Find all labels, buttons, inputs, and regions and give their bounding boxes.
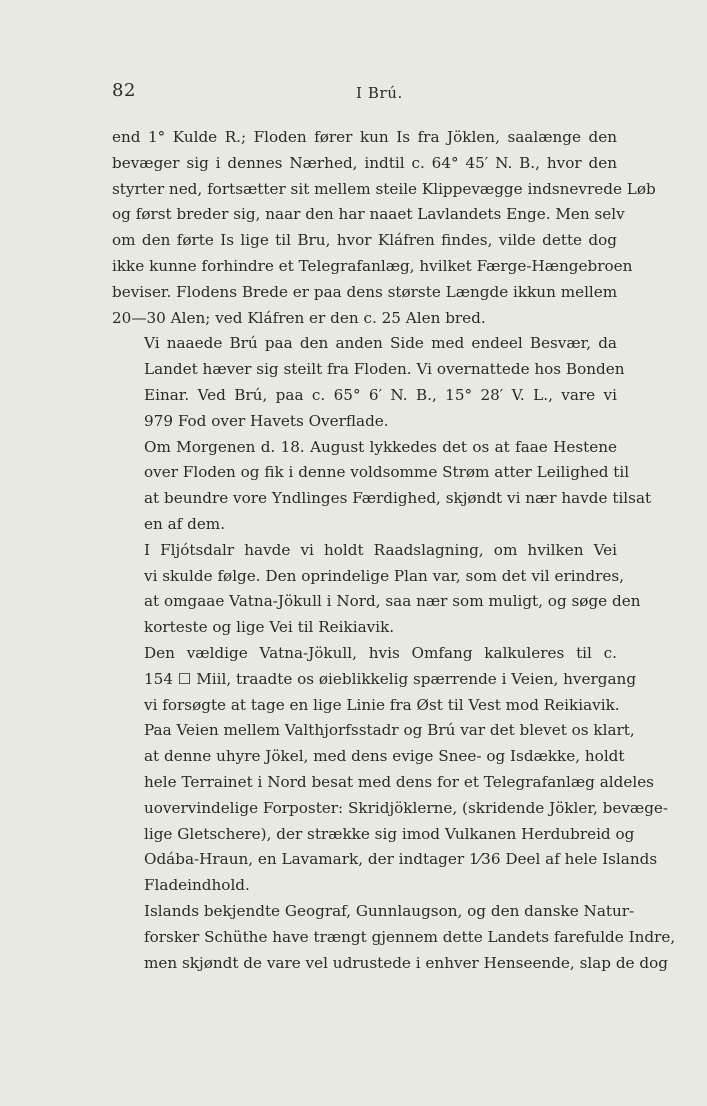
text-line: Paa Veien mellem Valthjorfsstadr og Brú var det blevet os klart, bbox=[144, 721, 635, 740]
text-line: 154 ☐ Miil, traadte os øieblikkelig spærrende i Veien, hvergang bbox=[144, 669, 637, 688]
text-line: at denne uhyre Jökel, med dens evige Snee- og Isdække, holdt bbox=[144, 747, 625, 766]
text-line: Islands bekjendte Geograf, Gunnlaugson, og den danske Natur- bbox=[144, 901, 635, 920]
text-line: Om Morgenen d. 18. August lykkedes det os at faae Hestene bbox=[144, 437, 617, 456]
text-line: vi forsøgte at tage en lige Linie fra Øst til Vest mod Reikiavik. bbox=[144, 695, 620, 714]
page-header bbox=[112, 80, 617, 106]
text-line: forsker Schüthe have trængt gjennem dette Landets farefulde Indre, bbox=[144, 927, 676, 946]
paragraph bbox=[112, 435, 652, 538]
text-line: at omgaae Vatna-Jökull i Nord, saa nær som muligt, og søge den bbox=[144, 592, 641, 611]
text-line: korteste og lige Vei til Reikiavik. bbox=[144, 618, 395, 637]
text-line: end 1° Kulde R.; Floden fører kun Is fra Jöklen, saalænge den bbox=[112, 128, 617, 146]
text-line: at beundre vore Yndlinges Færdighed, skjøndt vi nær havde tilsat bbox=[144, 489, 652, 508]
text-line: en af dem. bbox=[144, 514, 226, 533]
running-head: I Brú. bbox=[356, 84, 403, 102]
text-line: vi skulde følge. Den oprindelige Plan var, som det vil erindres, bbox=[144, 566, 624, 585]
text-line: 20—30 Alen; ved Kláfren er den c. 25 Alen bred. bbox=[112, 308, 486, 327]
paragraph bbox=[112, 538, 641, 641]
text-line: bevæger sig i dennes Nærhed, indtil c. 64° 45′ N. B., hvor den bbox=[112, 153, 617, 172]
body-text bbox=[112, 125, 676, 976]
text-line: styrter ned, fortsætter sit mellem steile Klippevægge indsnevrede Løb bbox=[112, 179, 656, 198]
paragraph bbox=[112, 899, 676, 976]
text-line: Vi naaede Brú paa den anden Side med endeel Besvær, da bbox=[144, 334, 617, 353]
text-line: Odába-Hraun, en Lavamark, der indtager 1⁄36 Deel af hele Islands bbox=[144, 850, 658, 869]
text-line: Den vældige Vatna-Jökull, hvis Omfang kalkuleres til c. bbox=[144, 643, 617, 662]
text-line: ikke kunne forhindre et Telegrafanlæg, hvilket Færge-Hængebroen bbox=[112, 256, 633, 275]
text-line: I Fljótsdalr havde vi holdt Raadslagning, om hvilken Vei bbox=[144, 540, 617, 559]
paragraph bbox=[112, 125, 656, 331]
page-number: 82 bbox=[112, 80, 136, 101]
paragraph bbox=[112, 331, 625, 434]
text-line: lige Gletschere), der strække sig imod Vulkanen Herdubreid og bbox=[144, 824, 635, 843]
text-line: Einar. Ved Brú, paa c. 65° 6′ N. B., 15° 28′ V. L., vare vi bbox=[144, 385, 617, 404]
text-line: uovervindelige Forposter: Skridjöklerne, (skridende Jökler, bevæge- bbox=[144, 798, 669, 817]
text-line: over Floden og fik i denne voldsomme Strøm atter Leilighed til bbox=[144, 463, 630, 482]
paragraph bbox=[112, 641, 669, 899]
text-line: Fladeindhold. bbox=[144, 876, 250, 895]
text-line: men skjøndt de vare vel udrustede i enhver Henseende, slap de dog bbox=[144, 953, 668, 972]
text-line: og først breder sig, naar den har naaet Lavlandets Enge. Men selv bbox=[112, 205, 625, 224]
text-line: Landet hæver sig steilt fra Floden. Vi overnattede hos Bonden bbox=[144, 360, 625, 379]
text-line: beviser. Flodens Brede er paa dens største Længde ikkun mellem bbox=[112, 282, 618, 301]
text-line: hele Terrainet i Nord besat med dens for et Telegrafanlæg aldeles bbox=[144, 772, 654, 791]
text-line: om den førte Is lige til Bru, hvor Kláfren findes, vilde dette dog bbox=[112, 231, 617, 250]
text-line: 979 Fod over Havets Overflade. bbox=[144, 411, 389, 430]
